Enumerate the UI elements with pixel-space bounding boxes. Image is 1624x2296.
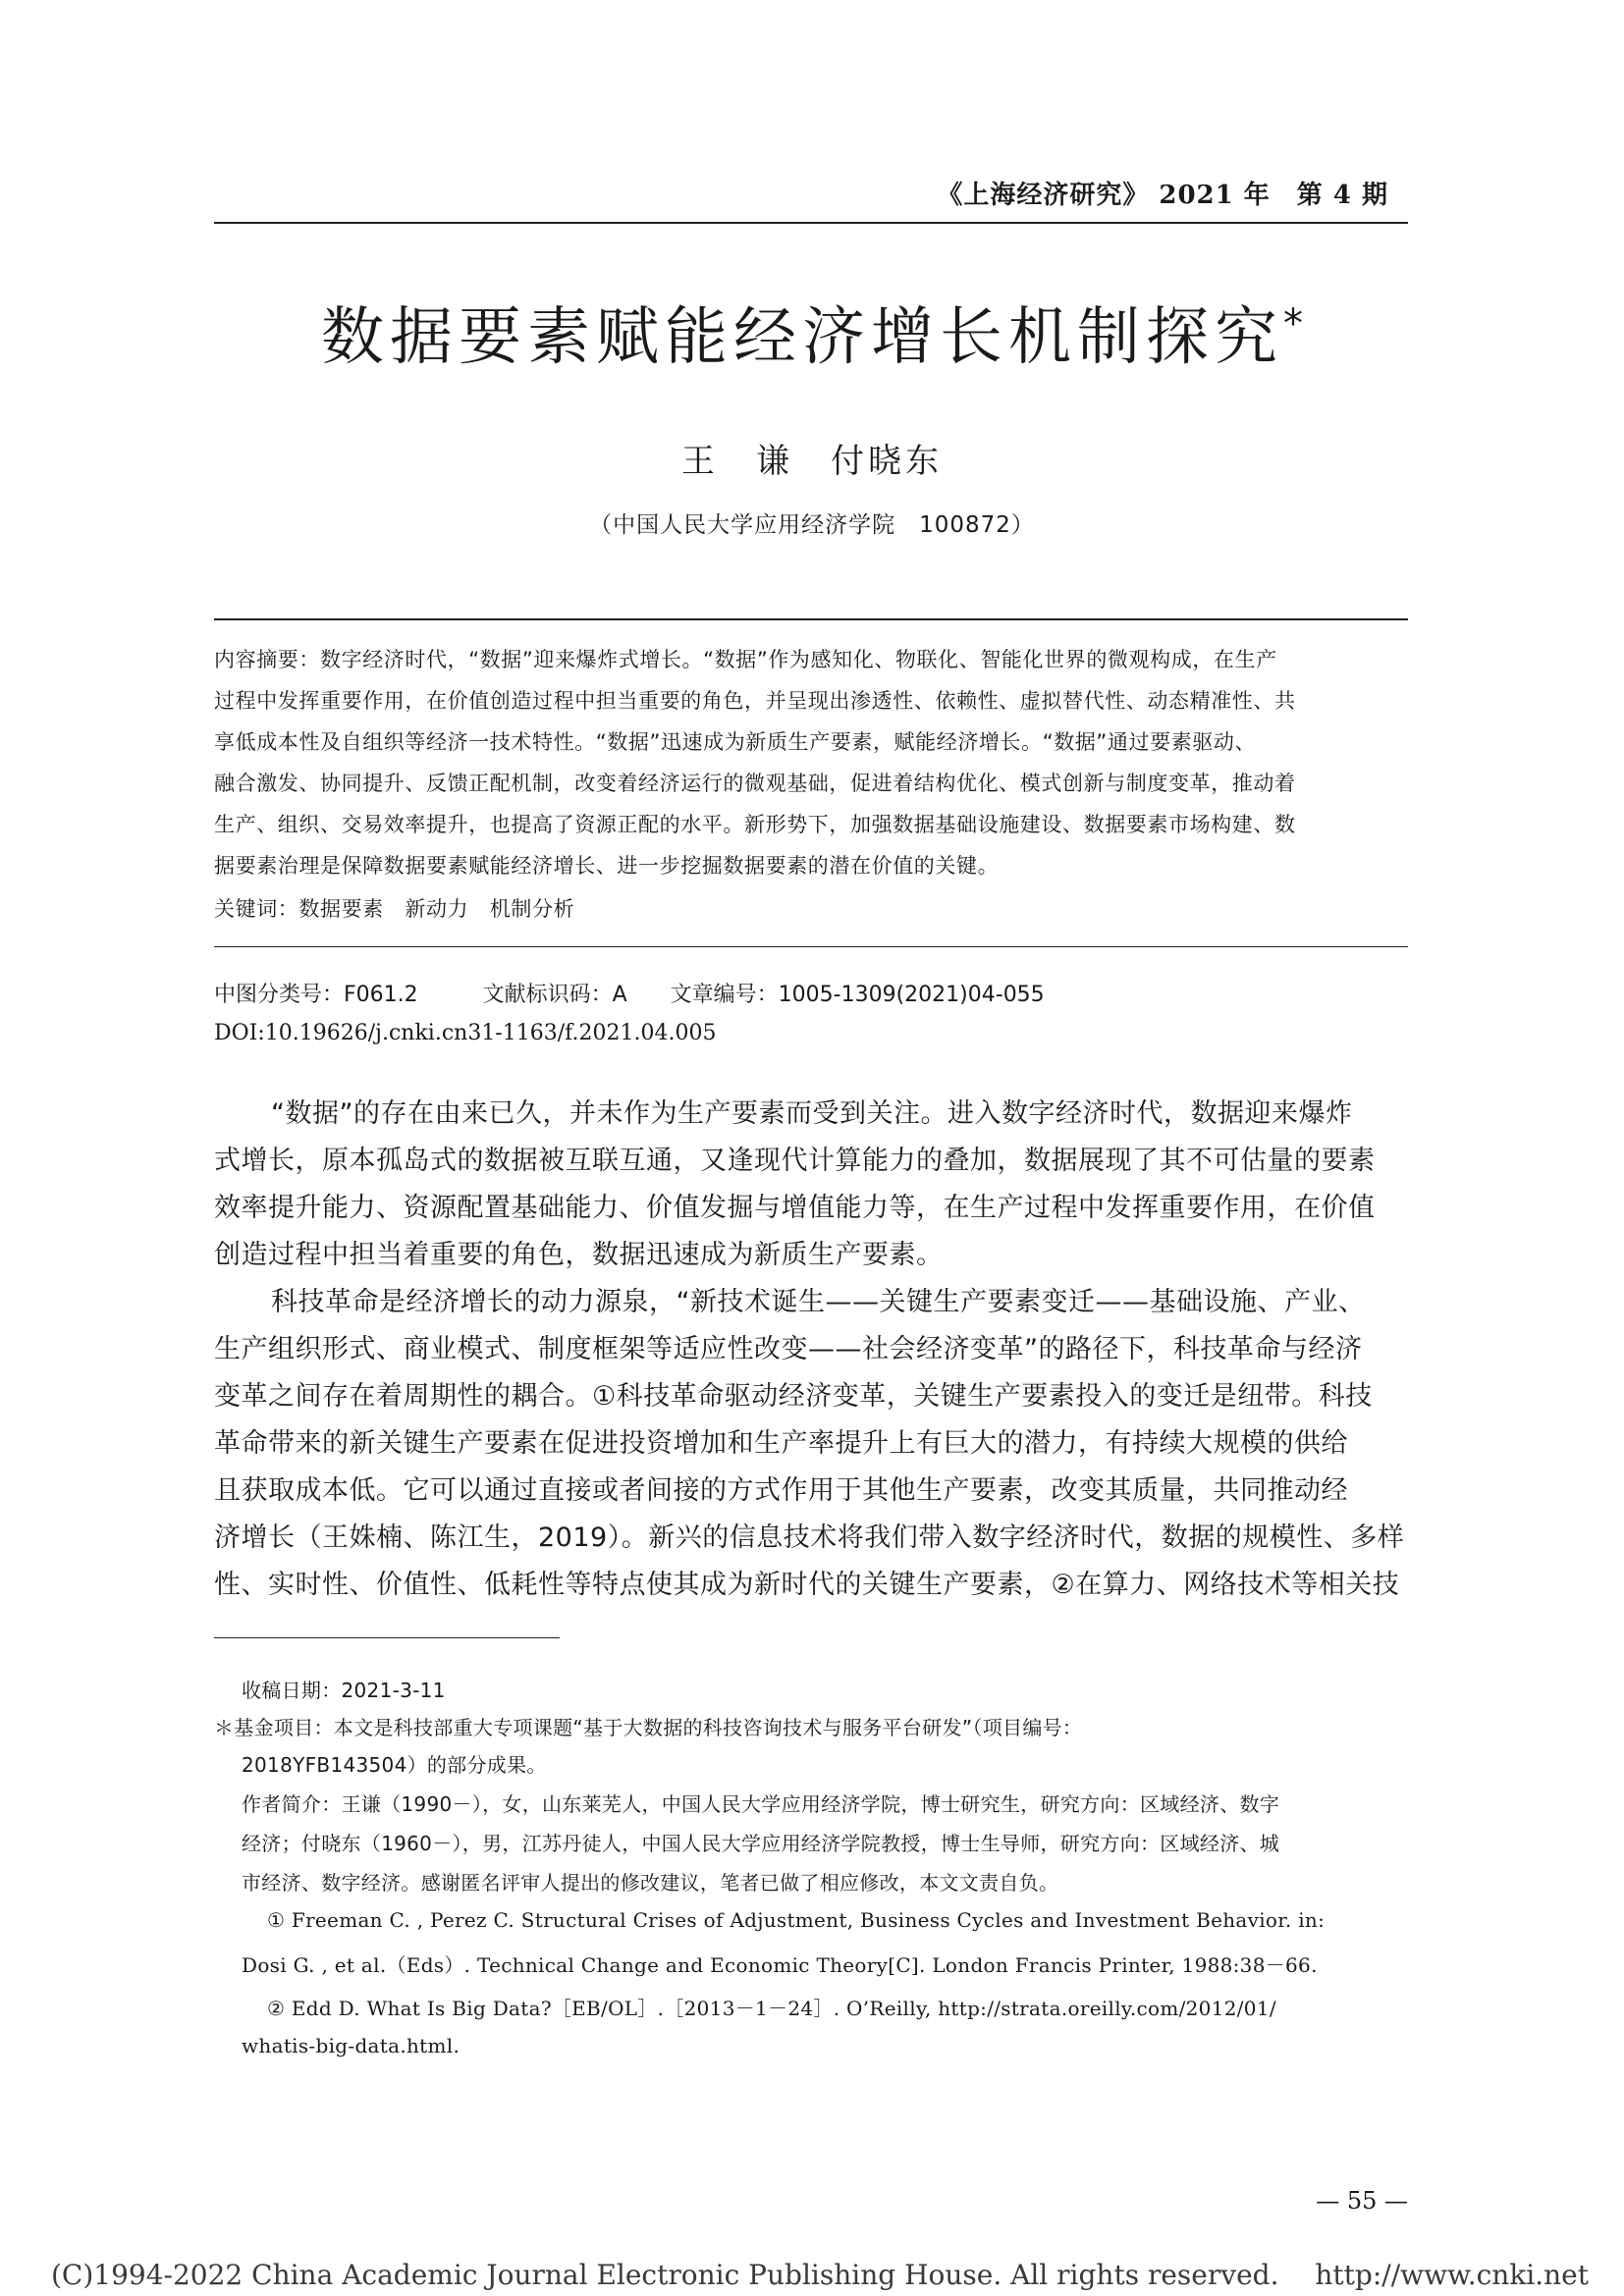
title-text: 数据要素赋能经济增长机制探究: [321, 301, 1283, 374]
abstract-line: 内容摘要：数字经济时代，“数据”迎来爆炸式增长。“数据”作为感知化、物联化、智能化世界的微观构成，在生产: [214, 648, 1277, 671]
body-line: 革命带来的新关键生产要素在促进投资增加和生产率提升上有巨大的潜力，有持续大规模的供给: [214, 1428, 1348, 1459]
journal-header: 《上海经济研究》 2021 年 第 4 期: [937, 181, 1388, 210]
footnote-rule: [214, 1637, 560, 1638]
author-bio: 经济；付晓东（1960－），男，江苏丹徒人，中国人民大学应用经济学院教授，博士生导师，研究方向：区域经济、城: [242, 1832, 1280, 1855]
body-line: 生产组织形式、商业模式、制度框架等适应性改变——社会经济变革”的路径下，科技革命与经济: [214, 1334, 1363, 1364]
body-line: 变革之间存在着周期性的耦合。①科技革命驱动经济变革，关键生产要素投入的变迁是纽带。科技: [214, 1381, 1373, 1412]
abstract-bottom-rule: [214, 946, 1408, 947]
reference-2: ② Edd D. What Is Big Data?［EB/OL］.［2013－1－24］. O’Reilly, http://strata.oreilly.com/2012/01/: [267, 1997, 1276, 2020]
body-line: “数据”的存在由来已久，并未作为生产要素而受到关注。进入数字经济时代，数据迎来爆炸: [271, 1098, 1353, 1129]
body-line: 效率提升能力、资源配置基础能力、价值发掘与增值能力等，在生产过程中发挥重要作用，在价值: [214, 1193, 1376, 1223]
author-bio: 作者简介：王谦（1990－），女，山东莱芜人，中国人民大学应用经济学院，博士研究生，研究方向：区域经济、数字: [242, 1792, 1280, 1816]
reference-1: ① Freeman C. , Perez C. Structural Crises of Adjustment, Business Cycles and Investment Behavior. in:: [267, 1908, 1326, 1932]
reference-1: Dosi G. , et al.（Eds）. Technical Change and Economic Theory[C]. London Francis Printer, 1988:38－66.: [242, 1953, 1318, 1977]
authors: 王 谦 付晓东: [681, 442, 943, 481]
fund-note: ＊基金项目：本文是科技部重大专项课题“基于大数据的科技咨询技术与服务平台研发”（项目编号：: [214, 1716, 1083, 1739]
author-bio: 市经济、数字经济。感谢匿名评审人提出的修改建议，笔者已做了相应修改，本文文责自负。: [242, 1871, 1059, 1895]
body-line: 性、实时性、价值性、低耗性等特点使其成为新时代的关键生产要素，②在算力、网络技术等相关技: [214, 1570, 1400, 1600]
affiliation: （中国人民大学应用经济学院 100872）: [589, 512, 1035, 538]
body-line: 且获取成本低。它可以通过直接或者间接的方式作用于其他生产要素，改变其质量，共同推动经: [214, 1475, 1348, 1506]
body-line: 济增长（王姝楠、陈江生，2019）。新兴的信息技术将我们带入数字经济时代，数据的规模性、多样: [214, 1522, 1405, 1553]
body-line: 式增长，原本孤岛式的数据被互联互通，又逢现代计算能力的叠加，数据展现了其不可估量的要素: [214, 1146, 1376, 1176]
abstract-line: 据要素治理是保障数据要素赋能经济增长、进一步挖掘数据要素的潜在价值的关键。: [214, 854, 1000, 878]
body-line: 科技革命是经济增长的动力源泉，“新技术诞生——关键生产要素变迁——基础设施、产业、: [271, 1287, 1366, 1317]
title-footnote-mark: *: [1283, 301, 1303, 347]
reference-2: whatis-big-data.html.: [242, 2034, 460, 2057]
header-rule: [214, 222, 1408, 224]
fund-note: 2018YFB143504）的部分成果。: [242, 1753, 547, 1777]
abstract-line: 过程中发挥重要作用，在价值创造过程中担当重要的角色，并呈现出渗透性、依赖性、虚拟替代性、动态精准性、共: [214, 689, 1296, 713]
doi: DOI:10.19626/j.cnki.cn31-1163/f.2021.04.005: [214, 1021, 717, 1045]
abstract-top-rule: [214, 618, 1408, 620]
keywords: 关键词：数据要素 新动力 机制分析: [214, 897, 575, 921]
classification-line: 中图分类号：F061.2 文献标识码：A 文章编号：1005-1309(2021)04-055: [214, 983, 1045, 1007]
copyright-notice: (C)1994-2022 China Academic Journal Electronic Publishing House. All rights reserved. http://www.cnki.net: [51, 2259, 1590, 2291]
abstract-line: 享低成本性及自组织等经济一技术特性。“数据”迅速成为新质生产要素，赋能经济增长。“数据”通过要素驱动、: [214, 730, 1257, 754]
abstract-line: 融合激发、协同提升、反馈正配机制，改变着经济运行的微观基础，促进着结构优化、模式创新与制度变革，推动着: [214, 772, 1296, 795]
article-title: [0, 287, 1624, 377]
received-date: 收稿日期：2021-3-11: [242, 1679, 446, 1702]
abstract-line: 生产、组织、交易效率提升，也提高了资源正配的水平。新形势下，加强数据基础设施建设、数据要素市场构建、数: [214, 813, 1296, 836]
body-line: 创造过程中担当着重要的角色，数据迅速成为新质生产要素。: [214, 1240, 944, 1270]
page-number: — 55 —: [1316, 2187, 1408, 2215]
